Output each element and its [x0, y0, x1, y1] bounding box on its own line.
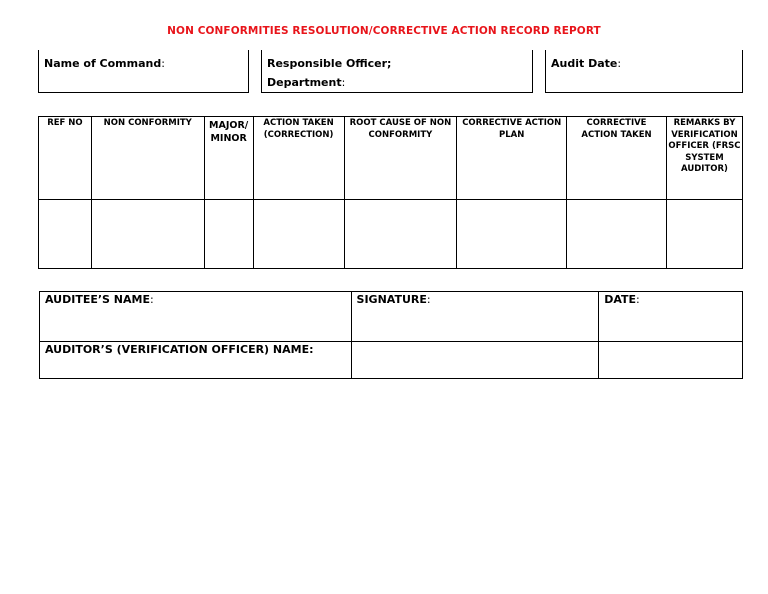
- col-remarks: REMARKS BY VERIFICATION OFFICER (FRSC SYSTEM AUDITOR): [666, 117, 742, 200]
- table-row[interactable]: [39, 200, 743, 269]
- record-header-row: [39, 117, 743, 200]
- col-action-taken: ACTION TAKEN (CORRECTION): [253, 117, 344, 200]
- auditee-name-label: AUDITEE’S NAME: [45, 293, 150, 306]
- col-non-conformity: NON CONFORMITY: [91, 117, 204, 200]
- cell-root-cause[interactable]: [344, 200, 457, 269]
- date-cell[interactable]: DATE:: [599, 292, 743, 342]
- auditor-row: [40, 342, 743, 379]
- record-table: [38, 116, 743, 269]
- department-label: Department: [267, 76, 342, 89]
- cell-action-taken[interactable]: [253, 200, 344, 269]
- auditor-name-label: AUDITOR’S (VERIFICATION OFFICER) NAME:: [45, 343, 314, 356]
- auditee-row: [40, 292, 743, 342]
- auditor-name-cell[interactable]: [40, 342, 352, 379]
- audit-date-label: Audit Date: [551, 57, 618, 70]
- officer-label: Responsible Officer;: [267, 57, 392, 70]
- department-colon: :: [341, 76, 346, 89]
- signature-table: [39, 291, 743, 379]
- audit-date-colon: :: [617, 57, 622, 70]
- auditee-name-cell[interactable]: AUDITEE’S NAME:: [40, 292, 352, 342]
- cell-non-conformity[interactable]: [91, 200, 204, 269]
- date-label: DATE: [604, 293, 636, 306]
- cell-remarks[interactable]: [666, 200, 742, 269]
- signature-label: SIGNATURE: [356, 293, 427, 306]
- auditor-signature-cell[interactable]: [351, 342, 599, 379]
- command-box[interactable]: [38, 50, 249, 93]
- cell-corrective-taken[interactable]: [567, 200, 667, 269]
- officer-box[interactable]: [261, 50, 533, 93]
- auditor-date-cell[interactable]: [599, 342, 743, 379]
- cell-ref-no[interactable]: [39, 200, 92, 269]
- signature-cell[interactable]: SIGNATURE:: [351, 292, 599, 342]
- col-corrective-taken: CORRECTIVE ACTION TAKEN: [567, 117, 667, 200]
- command-label: Name of Command: [44, 57, 162, 70]
- audit-date-box[interactable]: [545, 50, 743, 93]
- report-title: NON CONFORMITIES RESOLUTION/CORRECTIVE ACTION RECORD REPORT: [167, 25, 601, 37]
- command-colon: :: [161, 57, 165, 70]
- cell-corrective-plan[interactable]: [457, 200, 567, 269]
- cell-major-minor[interactable]: [204, 200, 253, 269]
- col-corrective-plan: CORRECTIVE ACTION PLAN: [457, 117, 567, 200]
- col-root-cause: ROOT CAUSE OF NON CONFORMITY: [344, 117, 457, 200]
- col-major-minor: MAJOR/ MINOR: [204, 117, 253, 200]
- col-ref-no: REF NO: [39, 117, 92, 200]
